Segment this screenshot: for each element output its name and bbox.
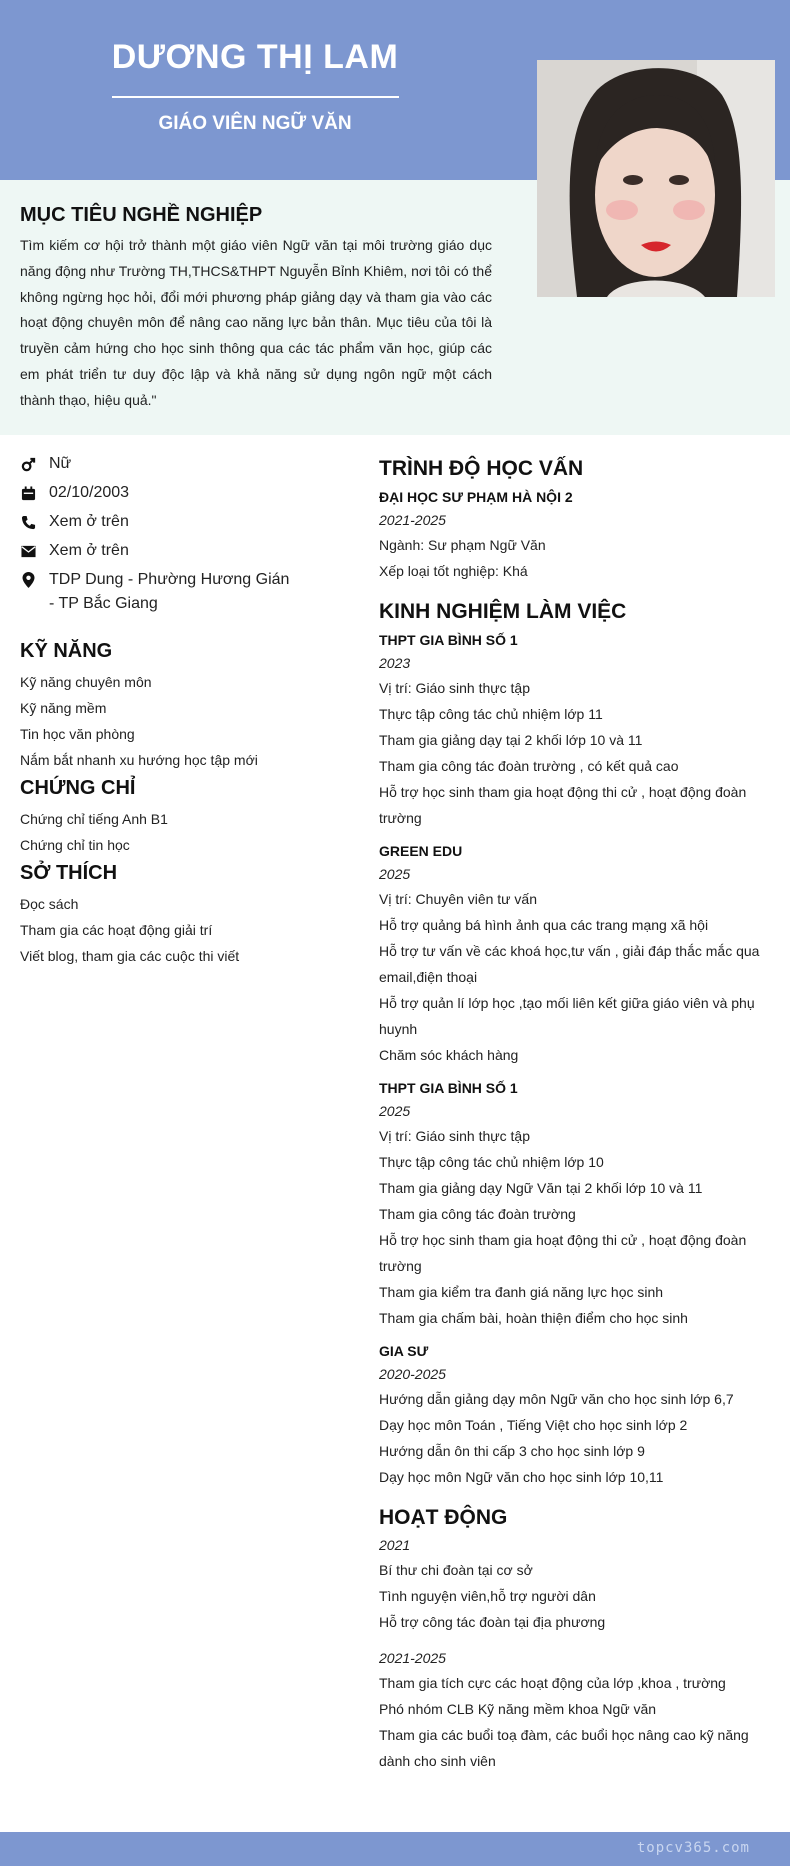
phone-text: Xem ở trên [49, 513, 129, 530]
skill-item: Kỹ năng chuyên môn [20, 674, 152, 690]
experience-line: Vị trí: Giáo sinh thực tập [379, 680, 530, 696]
experience-line: Hỗ trợ học sinh tham gia hoạt động thi cử , hoạt động đoàn trường [379, 1232, 747, 1274]
candidate-role: GIÁO VIÊN NGỮ VĂN [158, 113, 352, 134]
hobby-item: Viết blog, tham gia các cuộc thi viết [20, 948, 240, 964]
experience-line: Hỗ trợ học sinh tham gia hoạt động thi cử , hoạt động đoàn trường [379, 784, 747, 826]
activity-line: Bí thư chi đoàn tại cơ sở [379, 1562, 533, 1578]
experience-entry [379, 1076, 769, 1331]
activity-line: Hỗ trợ công tác đoàn tại địa phương [379, 1614, 606, 1630]
activity-line: Phó nhóm CLB Kỹ năng mềm khoa Ngữ văn [379, 1701, 657, 1717]
experience-line: Dạy học môn Ngữ văn cho học sinh lớp 10,11 [379, 1469, 664, 1485]
profile-photo [537, 60, 775, 297]
experience-line: Hỗ trợ quản lí lớp học ,tạo mối liên kết giữa giáo viên và phụ huynh [379, 995, 755, 1037]
contact-info [20, 452, 310, 621]
skill-item: Nắm bắt nhanh xu hướng học tập mới [20, 752, 258, 768]
education-title: TRÌNH ĐỘ HỌC VẤN [379, 457, 584, 480]
experience-org: GIA SƯ [379, 1343, 429, 1359]
experience-period: 2025 [379, 866, 411, 882]
experience-period: 2025 [379, 1103, 411, 1119]
objective-title: MỤC TIÊU NGHỀ NGHIỆP [20, 204, 263, 226]
experience-org: GREEN EDU [379, 843, 463, 859]
header-divider [112, 96, 399, 98]
spacer [379, 1635, 769, 1647]
education-line: Ngành: Sư phạm Ngữ Văn [379, 537, 546, 553]
footer-watermark: topcv365.com [636, 1840, 750, 1856]
experience-line: Tham gia công tác đoàn trường , có kết quả cao [379, 758, 679, 774]
experience-line: Dạy học môn Toán , Tiếng Việt cho học sinh lớp 2 [379, 1417, 688, 1433]
experience-line: Vị trí: Giáo sinh thực tập [379, 1128, 530, 1144]
education-school: ĐẠI HỌC SƯ PHẠM HÀ NỘI 2 [379, 489, 573, 505]
activity-period: 2021 [379, 1537, 411, 1553]
spacer [379, 831, 769, 839]
experience-line: Thực tập công tác chủ nhiệm lớp 10 [379, 1154, 604, 1170]
right-column [379, 453, 769, 1774]
activity-period: 2021-2025 [379, 1650, 446, 1666]
experience-line: Tham gia kiểm tra đanh giá năng lực học sinh [379, 1284, 664, 1300]
education-line: Xếp loại tốt nghiệp: Khá [379, 563, 528, 579]
experience-line: Vị trí: Chuyên viên tư vấn [379, 891, 537, 907]
contact-email [20, 539, 310, 563]
spacer [379, 1068, 769, 1076]
experience-entry [379, 839, 769, 1068]
birthday-text: 02/10/2003 [49, 484, 130, 501]
skills-section [20, 636, 360, 773]
email-text: Xem ở trên [49, 542, 129, 559]
experience-line: Tham gia giảng dạy tại 2 khối lớp 10 và 11 [379, 732, 643, 748]
experience-period: 2023 [379, 655, 411, 671]
envelope-icon [20, 539, 36, 563]
contact-gender [20, 452, 310, 476]
experience-line: Chăm sóc khách hàng [379, 1047, 519, 1063]
certificate-item: Chứng chỉ tin học [20, 837, 130, 853]
hobbies-section [20, 858, 360, 969]
contact-address [20, 568, 310, 616]
footer-band [0, 1832, 790, 1866]
skills-title: KỸ NĂNG [20, 640, 113, 662]
contact-birthday [20, 481, 310, 505]
activity-entry [379, 1534, 769, 1635]
skill-item: Kỹ năng mềm [20, 700, 107, 716]
objective-text: Tìm kiếm cơ hội trở thành một giáo viên Ngữ văn tại môi trường giáo dục năng động như Trường TH,THCS&THPT Nguyễn Bỉnh Khiêm, nơi tôi có thể không ngừng học hỏi, đổi mới phương pháp giảng dạy và tham gia vào các hoạt động chuyên môn để nâng cao năng lực bản thân. Mục tiêu của tôi là truyền cảm hứng cho học sinh thông qua các tác phẩm văn học, giúp các em phát triển tư duy độc lập và khả năng sử dụng ngôn ngữ một cách thành thạo, hiệu quả." [20, 237, 492, 408]
experience-line: Hướng dẫn ôn thi cấp 3 cho học sinh lớp 9 [379, 1443, 645, 1459]
experience-line: Hướng dẫn giảng dạy môn Ngữ văn cho học sinh lớp 6,7 [379, 1391, 734, 1407]
experience-line: Thực tập công tác chủ nhiệm lớp 11 [379, 706, 603, 722]
portrait-illustration [537, 60, 775, 297]
spacer [379, 1331, 769, 1339]
gender-icon [20, 452, 36, 476]
hobbies-title: SỞ THÍCH [20, 862, 118, 884]
experience-org: THPT GIA BÌNH SỐ 1 [379, 1080, 518, 1096]
phone-icon [20, 510, 36, 534]
hobby-item: Tham gia các hoạt động giải trí [20, 922, 213, 938]
experience-period: 2020-2025 [379, 1366, 446, 1382]
gender-text: Nữ [49, 455, 72, 472]
activity-line: Tham gia tích cực các hoạt động của lớp ,khoa , trường [379, 1675, 726, 1691]
certificates-title: CHỨNG CHỈ [20, 777, 136, 799]
education-period: 2021-2025 [379, 512, 446, 528]
contact-phone [20, 510, 310, 534]
left-column-sections [20, 636, 360, 969]
certificate-item: Chứng chỉ tiếng Anh B1 [20, 811, 168, 827]
experience-line: Hỗ trợ quảng bá hình ảnh qua các trang mạng xã hội [379, 917, 709, 933]
calendar-icon [20, 481, 36, 505]
activity-line: Tham gia các buổi toạ đàm, các buổi học nâng cao kỹ năng dành cho sinh viên [379, 1727, 749, 1769]
experience-entry [379, 628, 769, 831]
experience-org: THPT GIA BÌNH SỐ 1 [379, 632, 518, 648]
activities-section [379, 1502, 769, 1774]
experience-line: Tham gia giảng dạy Ngữ Văn tại 2 khối lớp 10 và 11 [379, 1180, 703, 1196]
activities-title: HOẠT ĐỘNG [379, 1506, 508, 1529]
hobby-item: Đọc sách [20, 896, 79, 912]
candidate-name: DƯƠNG THỊ LAM [111, 38, 399, 76]
education-section [379, 453, 769, 584]
certificates-section [20, 773, 360, 858]
address-text: TDP Dung - Phường Hương Gián - TP Bắc Giang [49, 571, 290, 612]
experience-line: Hỗ trợ tư vấn về các khoá học,tư vấn , giải đáp thắc mắc qua email,điện thoại [379, 943, 760, 985]
activity-entry [379, 1647, 769, 1774]
experience-line: Tham gia công tác đoàn trường [379, 1206, 576, 1222]
activity-line: Tình nguyện viên,hỗ trợ người dân [379, 1588, 596, 1604]
experience-section [379, 596, 769, 1490]
skill-item: Tin học văn phòng [20, 726, 135, 742]
location-pin-icon [20, 568, 36, 592]
experience-line: Tham gia chấm bài, hoàn thiện điểm cho học sinh [379, 1310, 688, 1326]
experience-title: KINH NGHIỆM LÀM VIỆC [379, 600, 627, 623]
experience-entry [379, 1339, 769, 1490]
